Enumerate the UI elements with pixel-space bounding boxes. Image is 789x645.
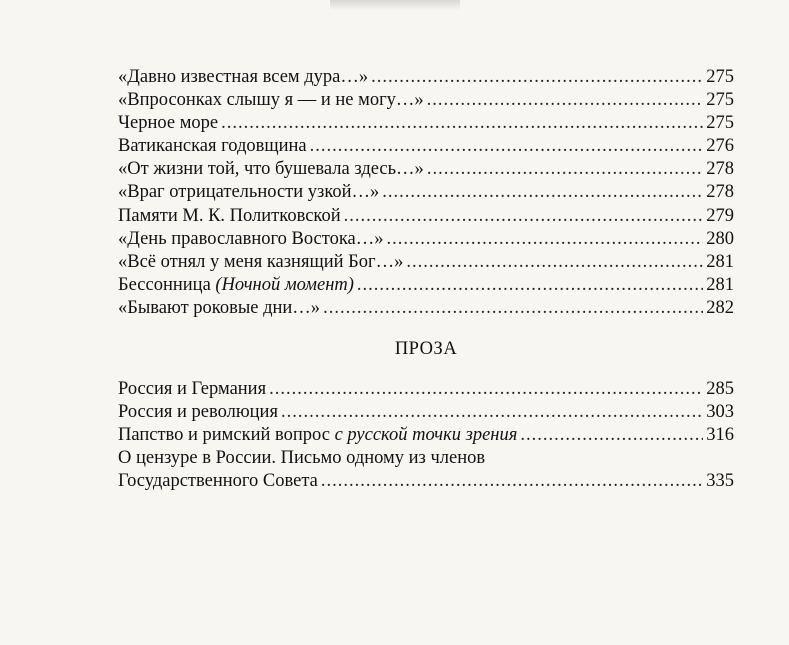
toc-entry-continued[interactable] [118,447,734,470]
toc-entry[interactable] [118,297,734,320]
toc-entry[interactable] [118,66,734,89]
toc-entry-page: 275 [706,90,734,111]
toc-entry-title: Россия и революция [118,402,278,423]
toc-entry[interactable] [118,228,734,251]
toc-entry[interactable] [118,181,734,204]
toc-entry-title-main: Папство и римский вопрос [118,425,335,446]
dot-leader [427,89,704,112]
toc-entry[interactable] [118,112,734,135]
dot-leader [323,297,703,320]
toc-entry-page: 281 [706,274,734,295]
toc-entry[interactable] [118,135,734,158]
toc-entry-title: «Враг отрицательности узкой…» [118,182,380,203]
toc-entry-title: О цензуре в России. Письмо одному из членов [118,448,486,469]
dot-leader [221,112,703,135]
toc-entry-title: «Всё отнял у меня казнящий Бог…» [118,251,404,272]
dot-leader [269,378,703,401]
toc-entry[interactable] [118,205,734,228]
dot-leader [382,181,703,204]
dot-leader [406,251,703,274]
toc-entry-page: 275 [706,67,734,87]
toc-entry-title: Государственного Совета [118,471,318,492]
toc-entry-page: 335 [706,471,734,492]
toc-entry-page: 316 [706,425,734,446]
toc-entry-title: «Давно известная всем дура…» [118,67,369,87]
dot-leader [310,135,704,158]
section-heading-prose: ПРОЗА [394,339,458,360]
page-top-shadow [330,0,460,10]
toc-entry-title: Памяти М. К. Политковской [118,205,341,226]
toc-entry-title: Черное море [118,113,219,134]
toc-entry-title: «От жизни той, что бушевала здесь…» [118,159,424,180]
toc-entry-page: 303 [706,402,734,423]
dot-leader [520,424,703,447]
toc-entry[interactable] [118,378,734,401]
dot-leader [281,401,703,424]
toc-entry-page: 281 [706,251,734,272]
toc-entry-page: 278 [706,159,734,180]
toc-entry-page: 278 [706,182,734,203]
toc-entry[interactable] [118,424,734,447]
toc-entry-page: 280 [706,228,734,249]
toc-entry-page: 282 [706,297,734,318]
toc-entry[interactable] [118,251,734,274]
toc-entry-title: «Впросонках слышу я — и не могу…» [118,90,424,111]
toc-entry-title: «Бывают роковые дни…» [118,297,321,318]
dot-leader [371,66,703,89]
toc-entry-title: Россия и Германия [118,379,267,400]
dot-leader [321,470,703,493]
toc-entry-title-main: Бессонница [118,274,216,295]
toc-entry-page: 276 [706,136,734,157]
dot-leader [427,158,703,181]
dot-leader [344,205,704,228]
table-of-contents [118,66,734,494]
toc-entry-title [118,424,517,447]
toc-entry-title: «День православного Востока…» [118,228,384,249]
toc-entry-page: 275 [706,113,734,134]
toc-entry-title-italic: с русской точки зрения [334,425,518,446]
toc-entry-page: 285 [706,379,734,400]
toc-entry[interactable] [118,274,734,297]
dot-leader [357,274,703,297]
toc-entry-title [118,274,354,297]
toc-entry[interactable] [118,401,734,424]
toc-entry-title: Ватиканская годовщина [118,136,307,157]
dot-leader [387,228,704,251]
toc-entry[interactable] [118,158,734,181]
toc-entry[interactable] [118,89,734,112]
toc-entry[interactable] [118,470,734,493]
toc-entry-title-italic: (Ночной момент) [215,274,354,295]
toc-entry-page: 279 [706,205,734,226]
